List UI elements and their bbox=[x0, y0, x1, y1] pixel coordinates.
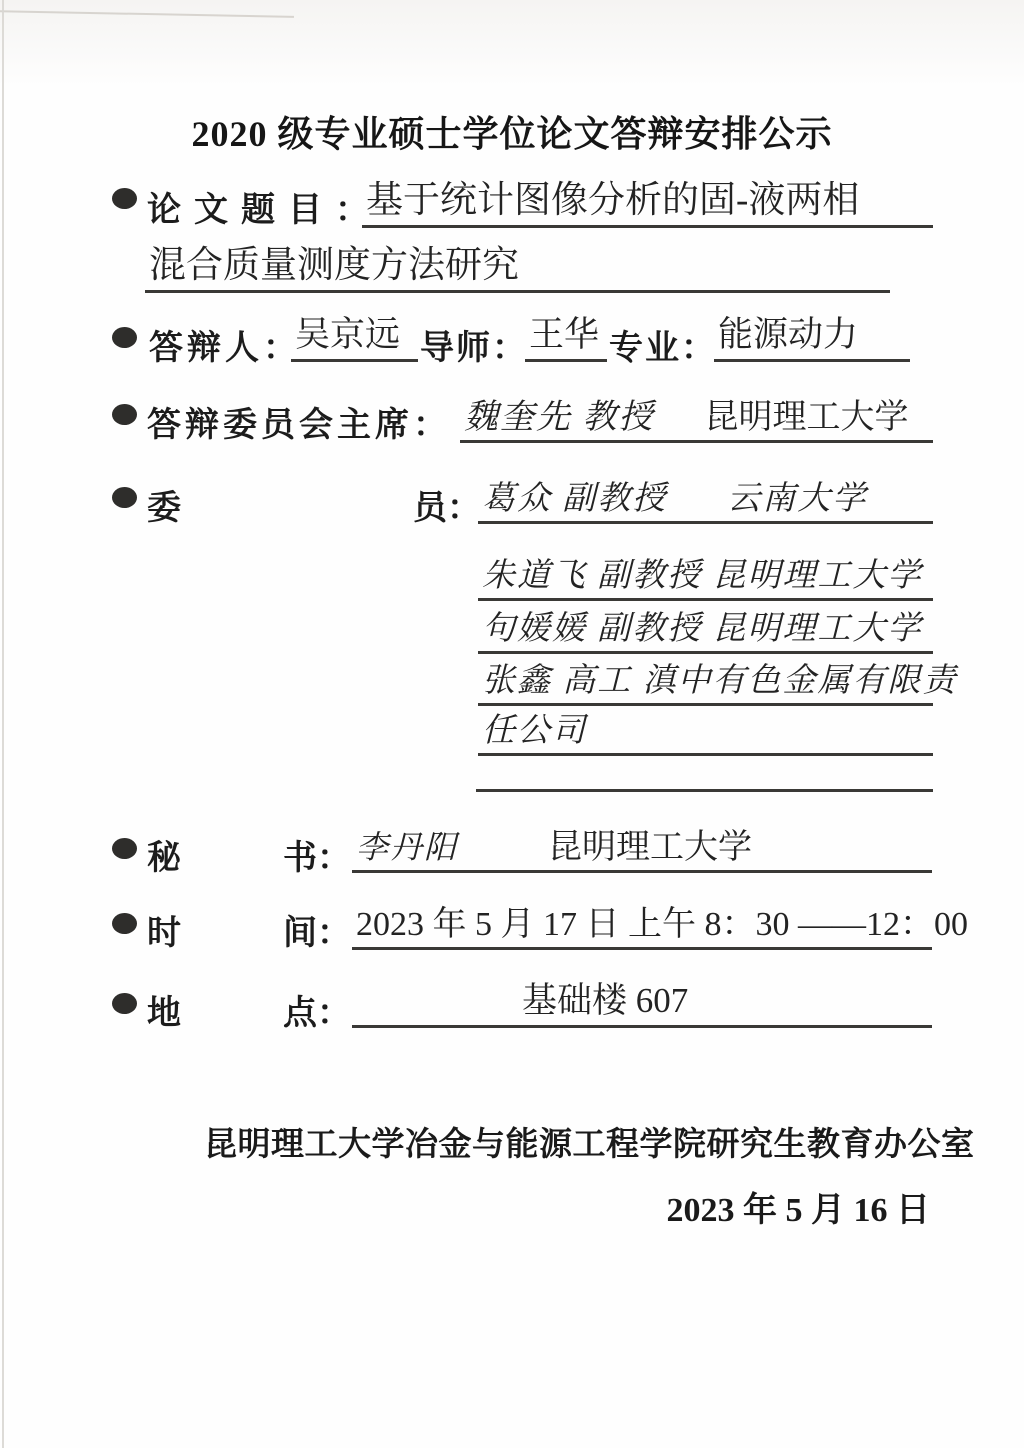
bullet-icon bbox=[112, 993, 137, 1014]
bullet-icon bbox=[112, 487, 137, 508]
footer-date: 2023 年 5 月 16 日 bbox=[666, 1192, 930, 1229]
secretary-label-last: 书： bbox=[283, 840, 351, 877]
committee-member-name: 张鑫 高工 滇中有色金属有限责 bbox=[482, 663, 958, 699]
major-field bbox=[714, 315, 910, 362]
committee-label-last: 员： bbox=[413, 490, 481, 527]
committee-member-row-empty bbox=[476, 750, 933, 792]
defender-label: 答辩人： bbox=[149, 330, 301, 367]
location-label-last: 点： bbox=[283, 995, 351, 1032]
thesis-title-line2-text: 混合质量测度方法研究 bbox=[149, 245, 519, 286]
bullet-icon bbox=[112, 838, 137, 859]
thesis-title-line1-text: 基于统计图像分析的固-液两相 bbox=[366, 180, 860, 221]
chair-org: 昆明理工大学 bbox=[704, 399, 909, 436]
time-value: 2023 年 5 月 17 日 上午 8：30 ——12：00 bbox=[356, 906, 968, 943]
committee-member-row bbox=[478, 555, 933, 601]
advisor-label: 导师： bbox=[420, 330, 528, 367]
chair-field bbox=[460, 397, 933, 443]
location-value: 基础楼 607 bbox=[522, 981, 689, 1020]
committee-member-name: 任公司 bbox=[482, 713, 587, 749]
secretary-org: 昆明理工大学 bbox=[548, 829, 753, 866]
footer-office-name: 昆明理工大学冶金与能源工程学院研究生教育办公室 bbox=[204, 1127, 975, 1163]
time-field bbox=[352, 905, 968, 950]
committee-label-first: 委 bbox=[147, 490, 181, 527]
committee-member-name: 朱道飞 副教授 昆明理工大学 bbox=[482, 558, 923, 594]
time-label-first: 时 bbox=[147, 915, 181, 952]
bullet-icon bbox=[112, 404, 137, 425]
defender-name: 吴京远 bbox=[295, 315, 401, 354]
secretary-name: 李丹阳 bbox=[356, 829, 459, 865]
chair-name: 魏奎先 教授 bbox=[464, 399, 655, 436]
committee-member-row bbox=[478, 608, 933, 654]
bullet-icon bbox=[112, 188, 137, 209]
location-label-first: 地 bbox=[147, 995, 181, 1032]
page-title: 2020 级专业硕士学位论文答辩安排公示 bbox=[191, 114, 833, 154]
chair-label: 答辩委员会主席： bbox=[147, 407, 451, 444]
advisor-name: 王华 bbox=[529, 315, 600, 354]
secretary-label-first: 秘 bbox=[147, 840, 181, 877]
committee-member-row bbox=[478, 478, 933, 524]
committee-member-org: 云南大学 bbox=[727, 481, 868, 517]
bullet-icon bbox=[112, 327, 137, 348]
thesis-title-line1 bbox=[362, 180, 933, 228]
bullet-icon bbox=[112, 913, 137, 934]
scan-page-edge-line bbox=[0, 10, 294, 18]
thesis-title-label: 论文题目： bbox=[147, 192, 382, 229]
location-field bbox=[352, 983, 932, 1028]
thesis-title-line2 bbox=[145, 246, 890, 293]
secretary-field bbox=[352, 828, 932, 873]
scan-left-edge-line bbox=[2, 0, 4, 1448]
defender-name-field bbox=[291, 315, 418, 362]
committee-member-row bbox=[478, 660, 958, 706]
major-name: 能源动力 bbox=[718, 315, 859, 354]
committee-member-name: 句媛媛 副教授 昆明理工大学 bbox=[482, 611, 923, 647]
advisor-name-field bbox=[525, 315, 607, 362]
major-label: 专业： bbox=[609, 330, 717, 367]
scan-shading bbox=[0, 0, 1024, 110]
committee-member-name: 葛众 副教授 bbox=[482, 481, 668, 517]
time-label-last: 间： bbox=[283, 915, 351, 952]
